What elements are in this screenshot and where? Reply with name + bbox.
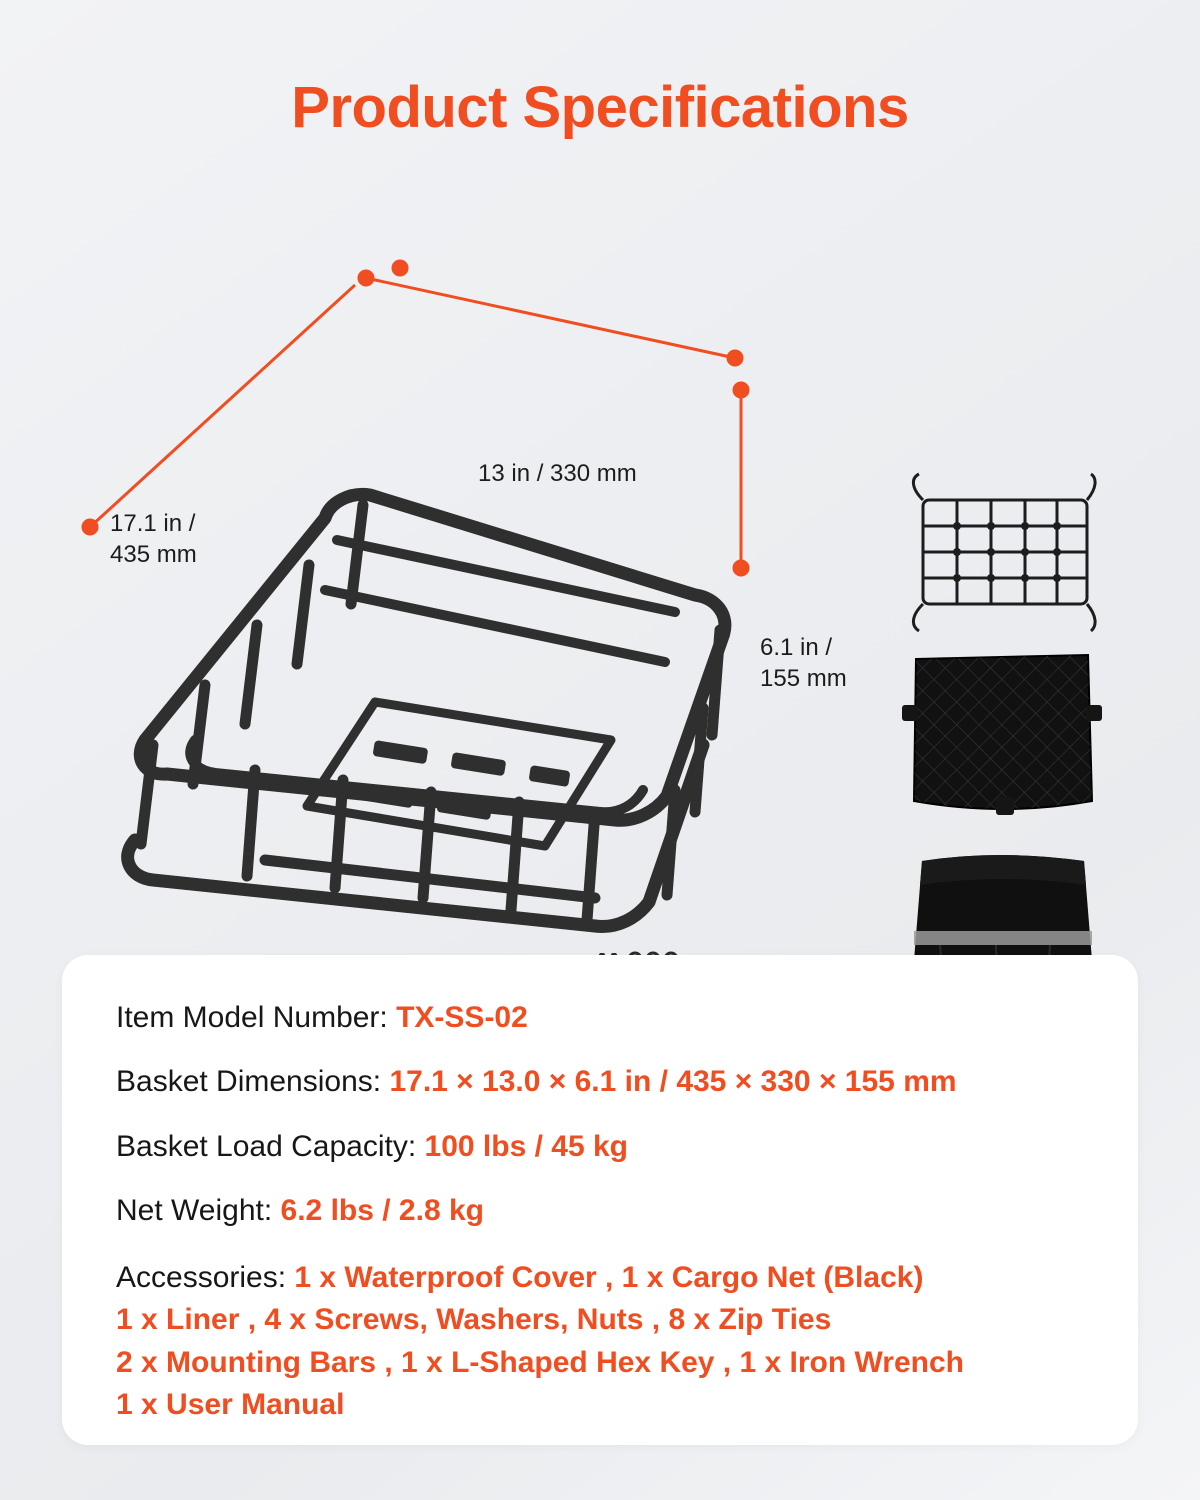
page-title: Product Specifications [291,75,909,140]
spec-row-model [116,999,1098,1037]
product-diagram [0,190,1200,920]
accessories-line-3: 2 x Mounting Bars , 1 x L-Shaped Hex Key , 1 x Iron Wrench [116,1345,964,1379]
accessories-line-1: 1 x Waterproof Cover , 1 x Cargo Net (Black) [294,1260,924,1294]
spec-row-load-capacity [116,1128,1098,1166]
specifications-list [116,999,1098,1427]
dimension-label-left-line1: 17.1 in / [110,510,196,537]
specifications-card [62,955,1138,1445]
spec-row-dimensions [116,1063,1098,1101]
spec-label-load-capacity: Basket Load Capacity: [116,1129,425,1163]
spec-row-net-weight [116,1192,1098,1230]
liner [900,645,1105,830]
spec-value-dimensions: 17.1 × 13.0 × 6.1 in / 435 × 330 × 155 mm [389,1065,957,1099]
cargo-net [905,470,1105,635]
spec-label-net-weight: Net Weight: [116,1194,281,1228]
spec-label-accessories: Accessories: [116,1260,295,1294]
spec-label-model: Item Model Number: [116,1001,397,1034]
dimension-label-right-line1: 6.1 in / [760,634,833,661]
dimension-label-top: 13 in / 330 mm [478,460,637,487]
accessories-line-2: 1 x Liner , 4 x Screws, Washers, Nuts , 8 x Zip Ties [116,1303,832,1337]
spec-value-load-capacity: 100 lbs / 45 kg [424,1129,628,1163]
spec-value-net-weight: 6.2 lbs / 2.8 kg [280,1194,484,1228]
dimension-label-left-line2: 435 mm [110,541,197,569]
dimension-label-right-line2: 155 mm [760,665,847,693]
spec-value-model: TX-SS-02 [396,1001,528,1034]
accessories-line-4: 1 x User Manual [116,1388,345,1422]
spec-row-accessories [116,1257,1098,1427]
spec-label-dimensions: Basket Dimensions: [116,1065,390,1099]
